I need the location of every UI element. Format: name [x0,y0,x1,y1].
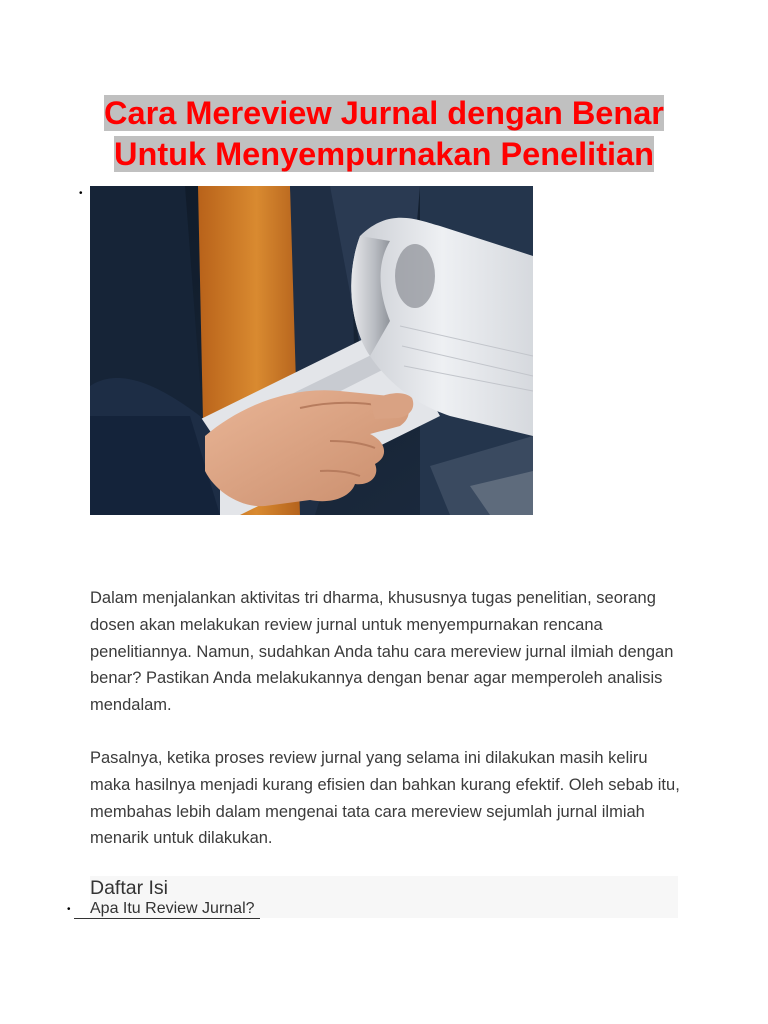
toc-title: Daftar Isi [90,877,169,899]
toc-link-apa-itu-review-jurnal[interactable]: Apa Itu Review Jurnal? [74,900,260,919]
article-title [90,93,678,175]
intro-paragraph: Dalam menjalankan aktivitas tri dharma, khususnya tugas penelitian, seorang dosen akan melakukan review jurnal untuk menyempurnakan rencana penelitiannya. Namun, sudahkan Anda tahu cara mereview jurnal ilmiah dengan benar? Pastikan Anda melakukannya dengan benar agar memperoleh analisis mendalam. [90,589,674,715]
second-paragraph: Pasalnya, ketika proses review jurnal yang selama ini dilakukan masih keliru maka hasilnya menjadi kurang efisien dan bahkan kurang efektif. Oleh sebab itu, membahas lebih dalam mengenai tata cara mereview sejumlah jurnal ilmiah menarik untuk dilakukan. [90,749,680,848]
article-photo [90,186,533,515]
toc-bullet-icon: • [67,904,71,915]
article-title-line-1: Cara Mereview Jurnal dengan Benar [104,95,664,131]
image-bullet-icon: • [79,188,83,199]
photo-hands-holding-papers-icon [90,186,533,515]
article-title-line-2: Untuk Menyempurnakan Penelitian [114,136,654,172]
